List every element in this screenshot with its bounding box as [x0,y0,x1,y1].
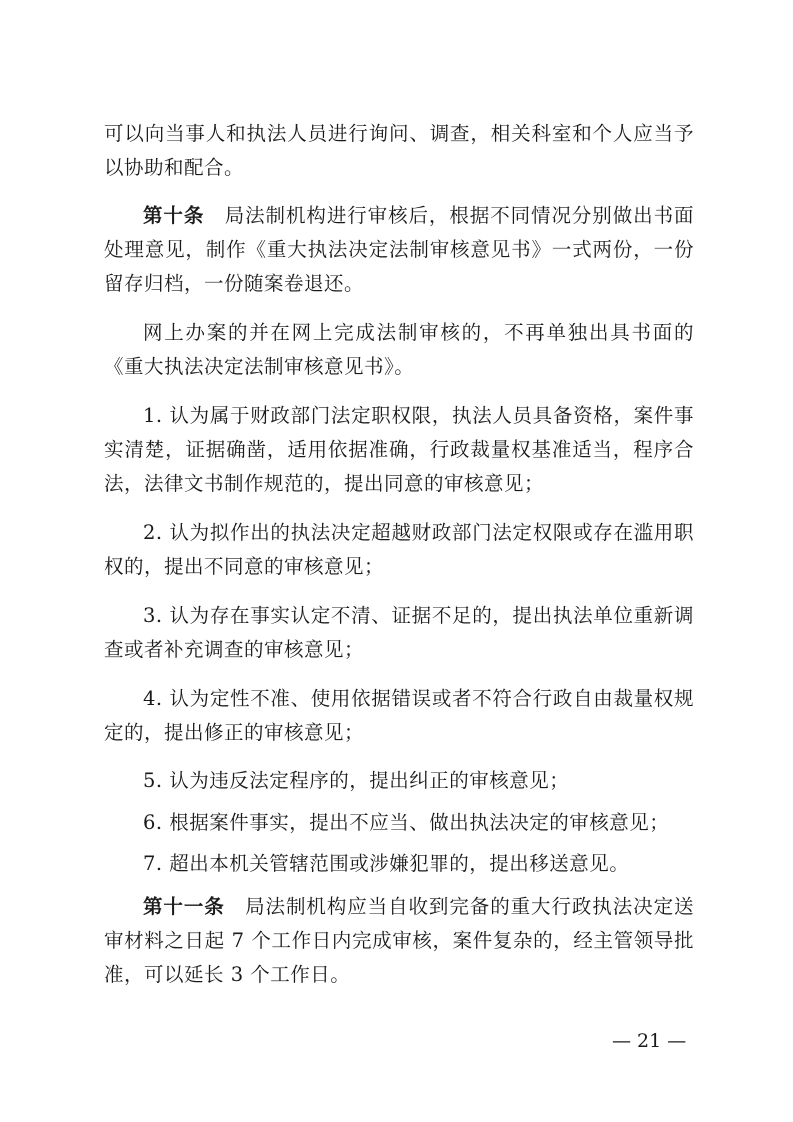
list-item-7 [104,847,694,881]
paragraph-text: 2. 认为拟作出的执法决定超越财政部门法定权限或存在滥用职权的，提出不同意的审核意见； [104,521,694,578]
list-item-1 [104,399,694,501]
list-item-2 [104,516,694,584]
page-number: — 21 — [612,1030,687,1052]
list-item-4 [104,682,694,750]
paragraph-text: 4. 认为定性不准、使用依据错误或者不符合行政自由裁量权规定的，提出修正的审核意见； [104,687,694,744]
paragraph-online-review [104,316,694,384]
paragraph-continuation [104,117,694,185]
paragraph-text: 5. 认为违反法定程序的，提出纠正的审核意见； [143,769,570,792]
paragraph-text: 6. 根据案件事实，提出不应当、做出执法决定的审核意见； [143,811,670,834]
paragraph-text: 可以向当事人和执法人员进行询问、调查，相关科室和个人应当予以协助和配合。 [104,122,694,179]
article-10 [104,199,694,301]
list-item-5 [104,764,694,798]
paragraph-text: 局法制机构应当自收到完备的重大行政执法决定送审材料之日起 7 个工作日内完成审核，案件复杂的，经主管领导批准，可以延长 3 个工作日。 [104,895,694,986]
paragraph-text: 1. 认为属于财政部门法定职权限，执法人员具备资格，案件事实清楚，证据确凿，适用依据准确，行政裁量权基准适当，程序合法，法律文书制作规范的，提出同意的审核意见； [104,404,694,495]
article-heading: 第十一条 [143,895,225,918]
list-item-3 [104,599,694,667]
paragraph-text: 7. 超出本机关管辖范围或涉嫌犯罪的，提出移送意见。 [143,852,630,875]
paragraph-text: 网上办案的并在网上完成法制审核的，不再单独出具书面的《重大执法决定法制审核意见书》。 [104,321,694,378]
paragraph-text: 3. 认为存在事实认定不清、证据不足的，提出执法单位重新调查或者补充调查的审核意见； [104,604,694,661]
article-11 [104,890,694,992]
list-item-6 [104,806,694,840]
paragraph-text: 局法制机构进行审核后，根据不同情况分别做出书面处理意见，制作《重大执法决定法制审核意见书》一式两份，一份留存归档，一份随案卷退还。 [104,204,694,295]
article-heading: 第十条 [143,204,205,227]
